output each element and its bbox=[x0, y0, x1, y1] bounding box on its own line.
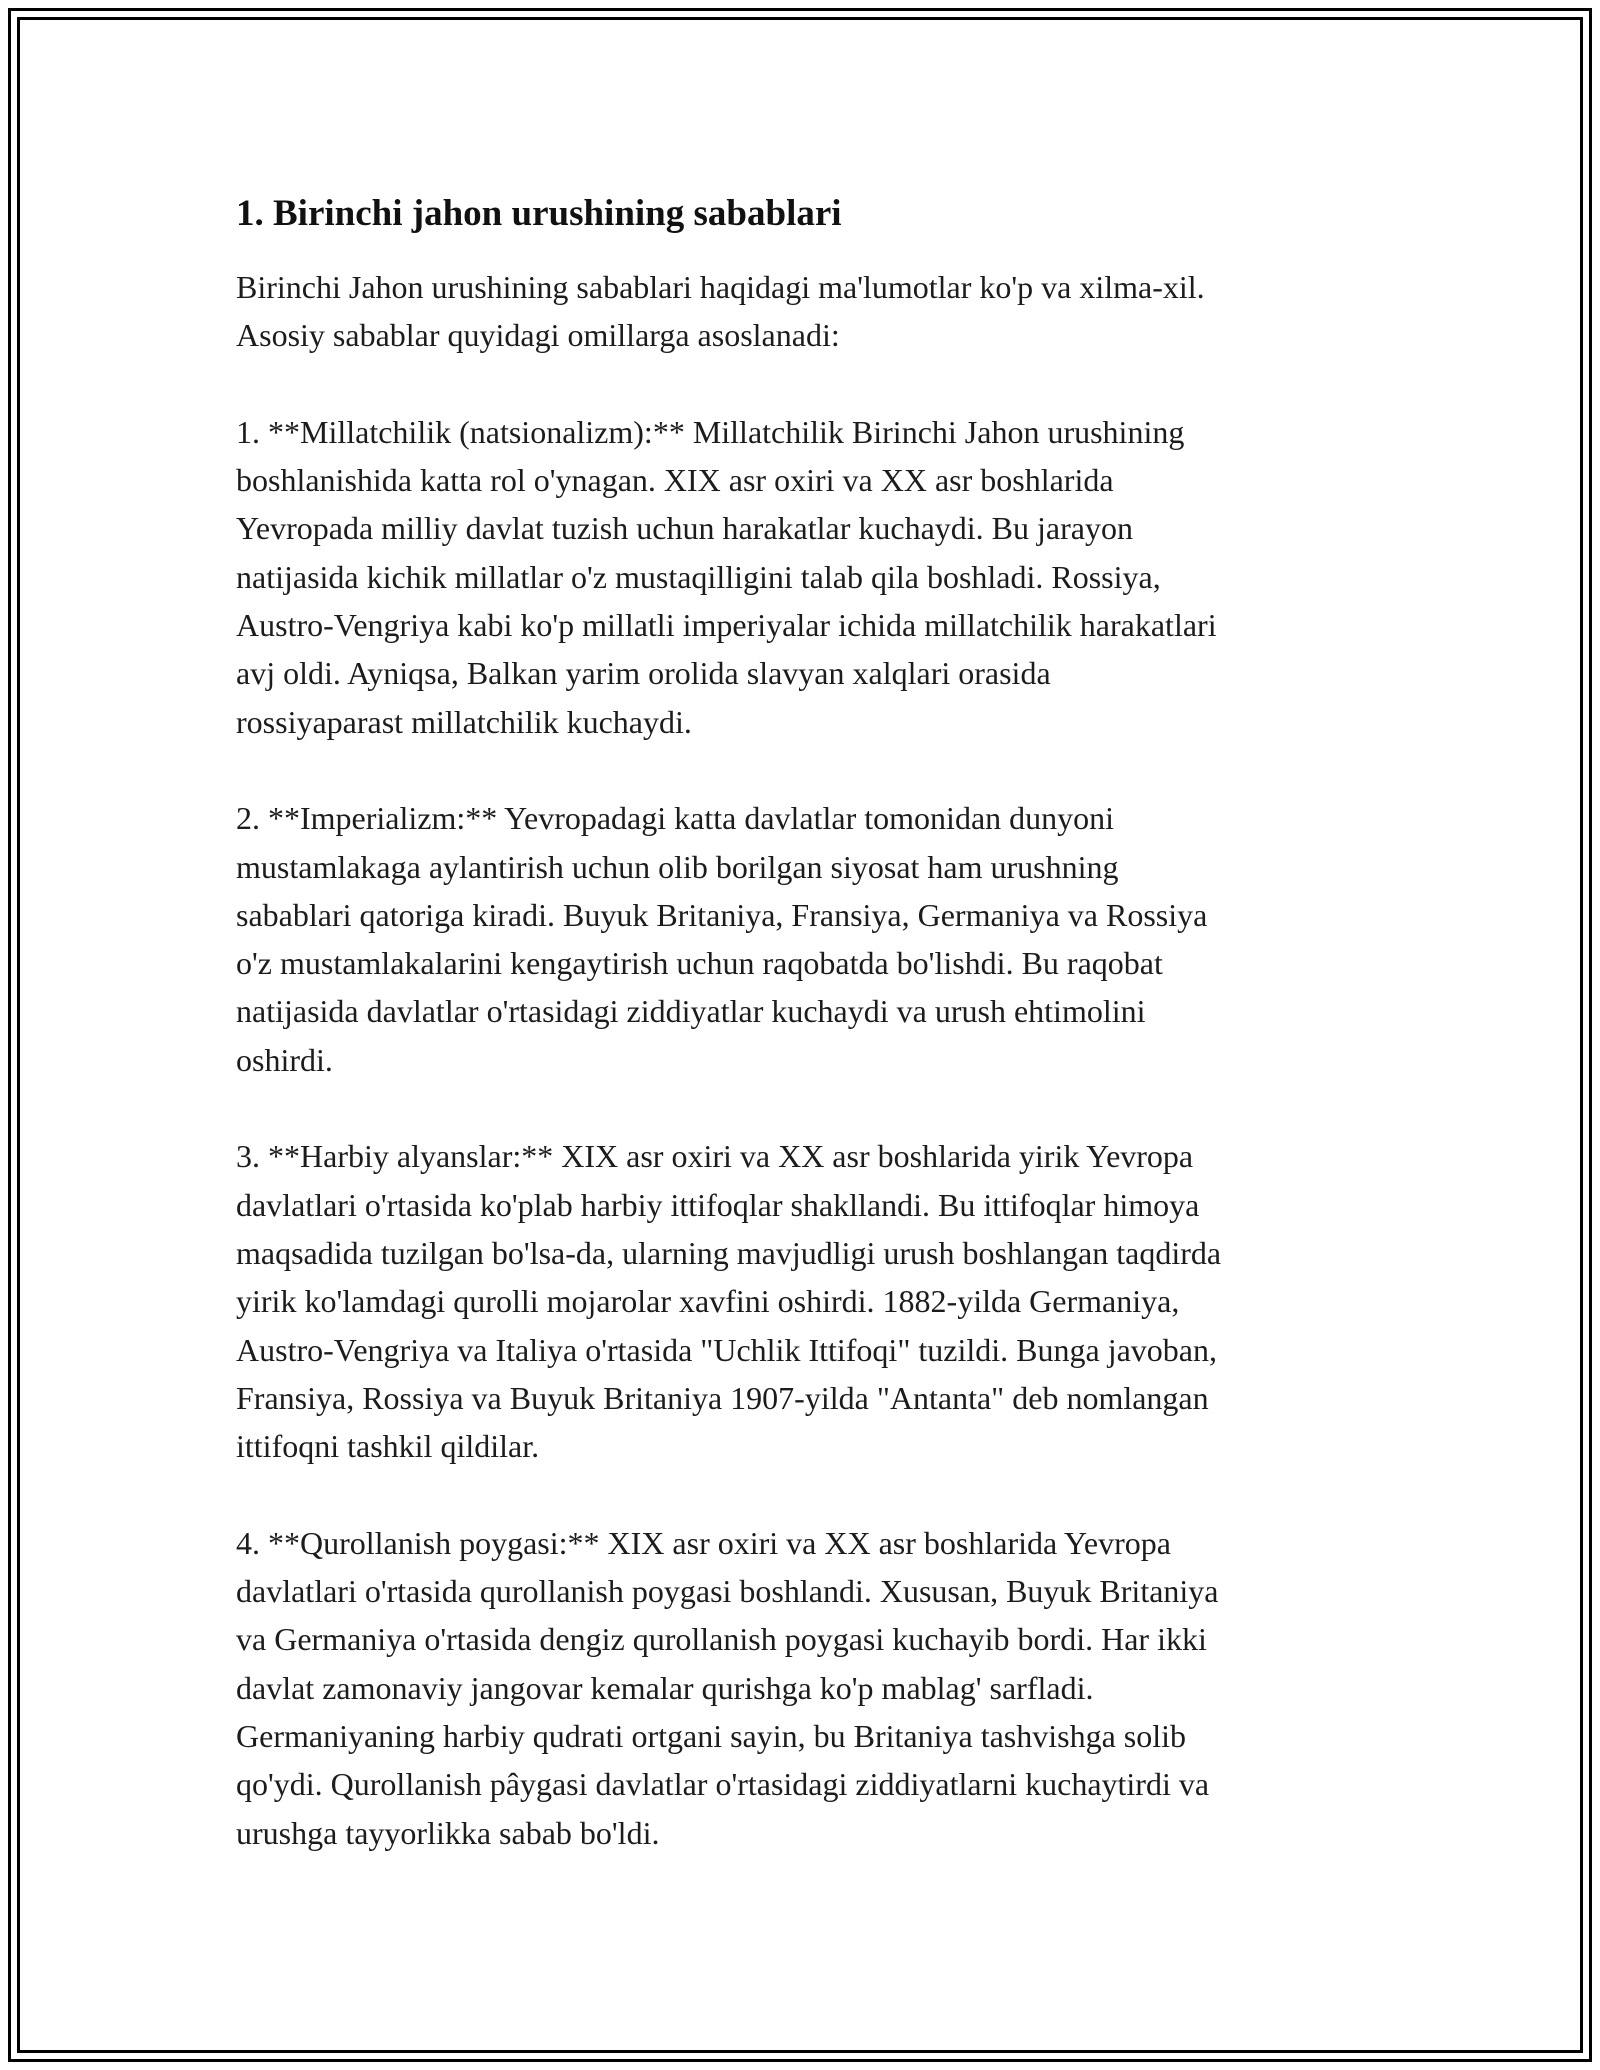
paragraph-imperialism: 2. **Imperializm:** Yevropadagi katta davlatlar tomonidan dunyoni mustamlakaga aylantirish uchun olib borilgan siyosat ham urushning sabablari qatoriga kiradi. Buyuk Britaniya, Fransiya, Germaniya va Rossiya o'z mustamlakalarini kengaytirish uchun raqobatda bo'lishdi. Bu raqobat natijasida davlatlar o'rtasidagi ziddiyatlar kuchaydi va urush ehtimolini oshirdi. bbox=[236, 800, 1208, 1078]
paragraph-nationalism: 1. **Millatchilik (natsionalizm):** Millatchilik Birinchi Jahon urushining boshlanishida katta rol o'ynagan. XIX asr oxiri va XX asr boshlarida Yevropada milliy davlat tuzish uchun harakatlar kuchaydi. Bu jarayon natijasida kichik millatlar o'z mustaqilligini talab qila boshladi. Rossiya, Austro-Vengriya kabi ko'p millatli imperiyalar ichida millatchilik harakatlari avj oldi. Ayniqsa, Balkan yarim orolida slavyan xalqlari orasida rossiyaparast millatchilik kuchaydi. bbox=[236, 413, 1217, 740]
document-title: 1. Birinchi jahon urushining sabablari bbox=[236, 193, 842, 234]
paragraph-military-alliances: 3. **Harbiy alyanslar:** XIX asr oxiri va XX asr boshlarida yirik Yevropa davlatlari o'rtasida ko'plab harbiy ittifoqlar shakllandi. Bu ittifoqlar himoya maqsadida tuzilgan bo'lsa-da, ularning mavjudligi urush boshlangan taqdirda yirik ko'lamdagi qurolli mojarolar xavfini oshirdi. 1882-yilda Germaniya, Austro-Vengriya va Italiya o'rtasida "Uchlik Ittifoqi" tuzildi. Bunga javoban, Fransiya, Rossiya va Buyuk Britaniya 1907-yilda "Antanta" deb nomlangan ittifoqni tashkil qildilar. bbox=[236, 1138, 1222, 1465]
document-body bbox=[236, 190, 1386, 1857]
paragraph-arms-race: 4. **Qurollanish poygasi:** XIX asr oxiri va XX asr boshlarida Yevropa davlatlari o'rtasida qurollanish poygasi boshlandi. Xususan, Buyuk Britaniya va Germaniya o'rtasida dengiz qurollanish poygasi kuchayib bordi. Har ikki davlat zamonaviy jangovar kemalar qurishga ko'p mablag' sarfladi. Germaniyaning harbiy qudrati ortgani sayin, bu Britaniya tashvishga solib qo'ydi. Qurollanish pâygasi davlatlar o'rtasidagi ziddiyatlarni kuchaytirdi va urushga tayyorlikka sabab bo'ldi. bbox=[236, 1524, 1219, 1851]
intro-paragraph: Birinchi Jahon urushining sabablari haqidagi ma'lumotlar ko'p va xilma-xil. Asosiy sabablar quyidagi omillarga asoslanadi: bbox=[236, 269, 1205, 354]
